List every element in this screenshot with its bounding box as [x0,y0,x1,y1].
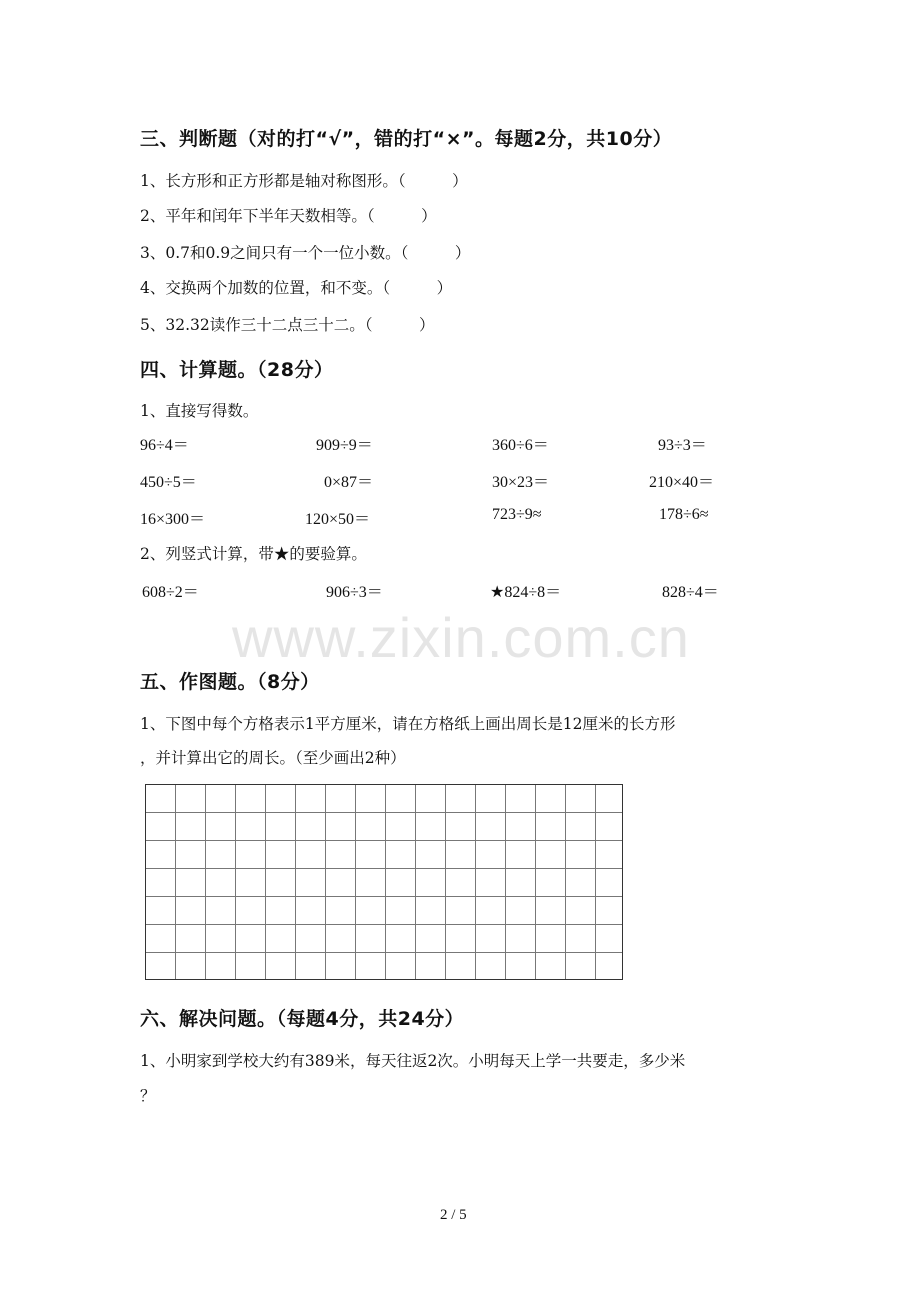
vertical-calc-expression: 906÷3＝ [326,584,383,601]
calc-question-2: 2、列竖式计算，带★的要验算。 [140,545,367,563]
section-5-heading: 五、作图题。（8分） [140,671,320,693]
calc-expression: 0×87＝ [324,474,374,491]
judge-item-5: 5、32.32读作三十二点三十二。（ ） [140,316,435,334]
vertical-calc-expression: 828÷4＝ [662,584,719,601]
calc-expression: 16×300＝ [140,511,206,528]
problem-1-line-2: ？ [140,1087,156,1105]
calc-expression: 96÷4＝ [140,437,189,454]
section-3-heading: 三、判断题（对的打“√”，错的打“×”。每题2分，共10分） [140,128,673,150]
vertical-calc-expression: ★824÷8＝ [490,584,562,601]
vertical-calc-expression: 608÷2＝ [142,584,199,601]
problem-1-line-1: 1、小明家到学校大约有389米，每天往返2次。小明每天上学一共要走，多少米 [140,1052,686,1070]
calc-expression: 360÷6＝ [492,437,549,454]
grid-paper[interactable] [145,784,623,980]
calc-expression: 120×50＝ [305,511,371,528]
calc-expression: 93÷3＝ [658,437,707,454]
judge-item-3: 3、0.7和0.9之间只有一个一位小数。（ ） [140,244,471,262]
calc-question-1: 1、直接写得数。 [140,402,259,420]
page-number: 2 / 5 [440,1207,467,1223]
calc-expression: 450÷5＝ [140,474,197,491]
watermark: www.zixin.com.cn [232,606,690,669]
section-6-heading: 六、解决问题。（每题4分，共24分） [140,1008,465,1030]
drawing-question-line-1: 1、下图中每个方格表示1平方厘米，请在方格纸上画出周长是12厘米的长方形 [140,715,676,733]
judge-item-4: 4、交换两个加数的位置，和不变。（ ） [140,279,453,297]
judge-item-2: 2、平年和闰年下半年天数相等。（ ） [140,207,437,225]
calc-expression: 210×40＝ [649,474,715,491]
calc-expression: 723÷9≈ [492,506,542,523]
calc-expression: 30×23＝ [492,474,550,491]
drawing-question-line-2: ，并计算出它的周长。（至少画出2种） [140,749,406,767]
calc-expression: 909÷9＝ [316,437,373,454]
calc-expression: 178÷6≈ [659,506,709,523]
section-4-heading: 四、计算题。（28分） [140,359,334,381]
judge-item-1: 1、长方形和正方形都是轴对称图形。（ ） [140,172,468,190]
